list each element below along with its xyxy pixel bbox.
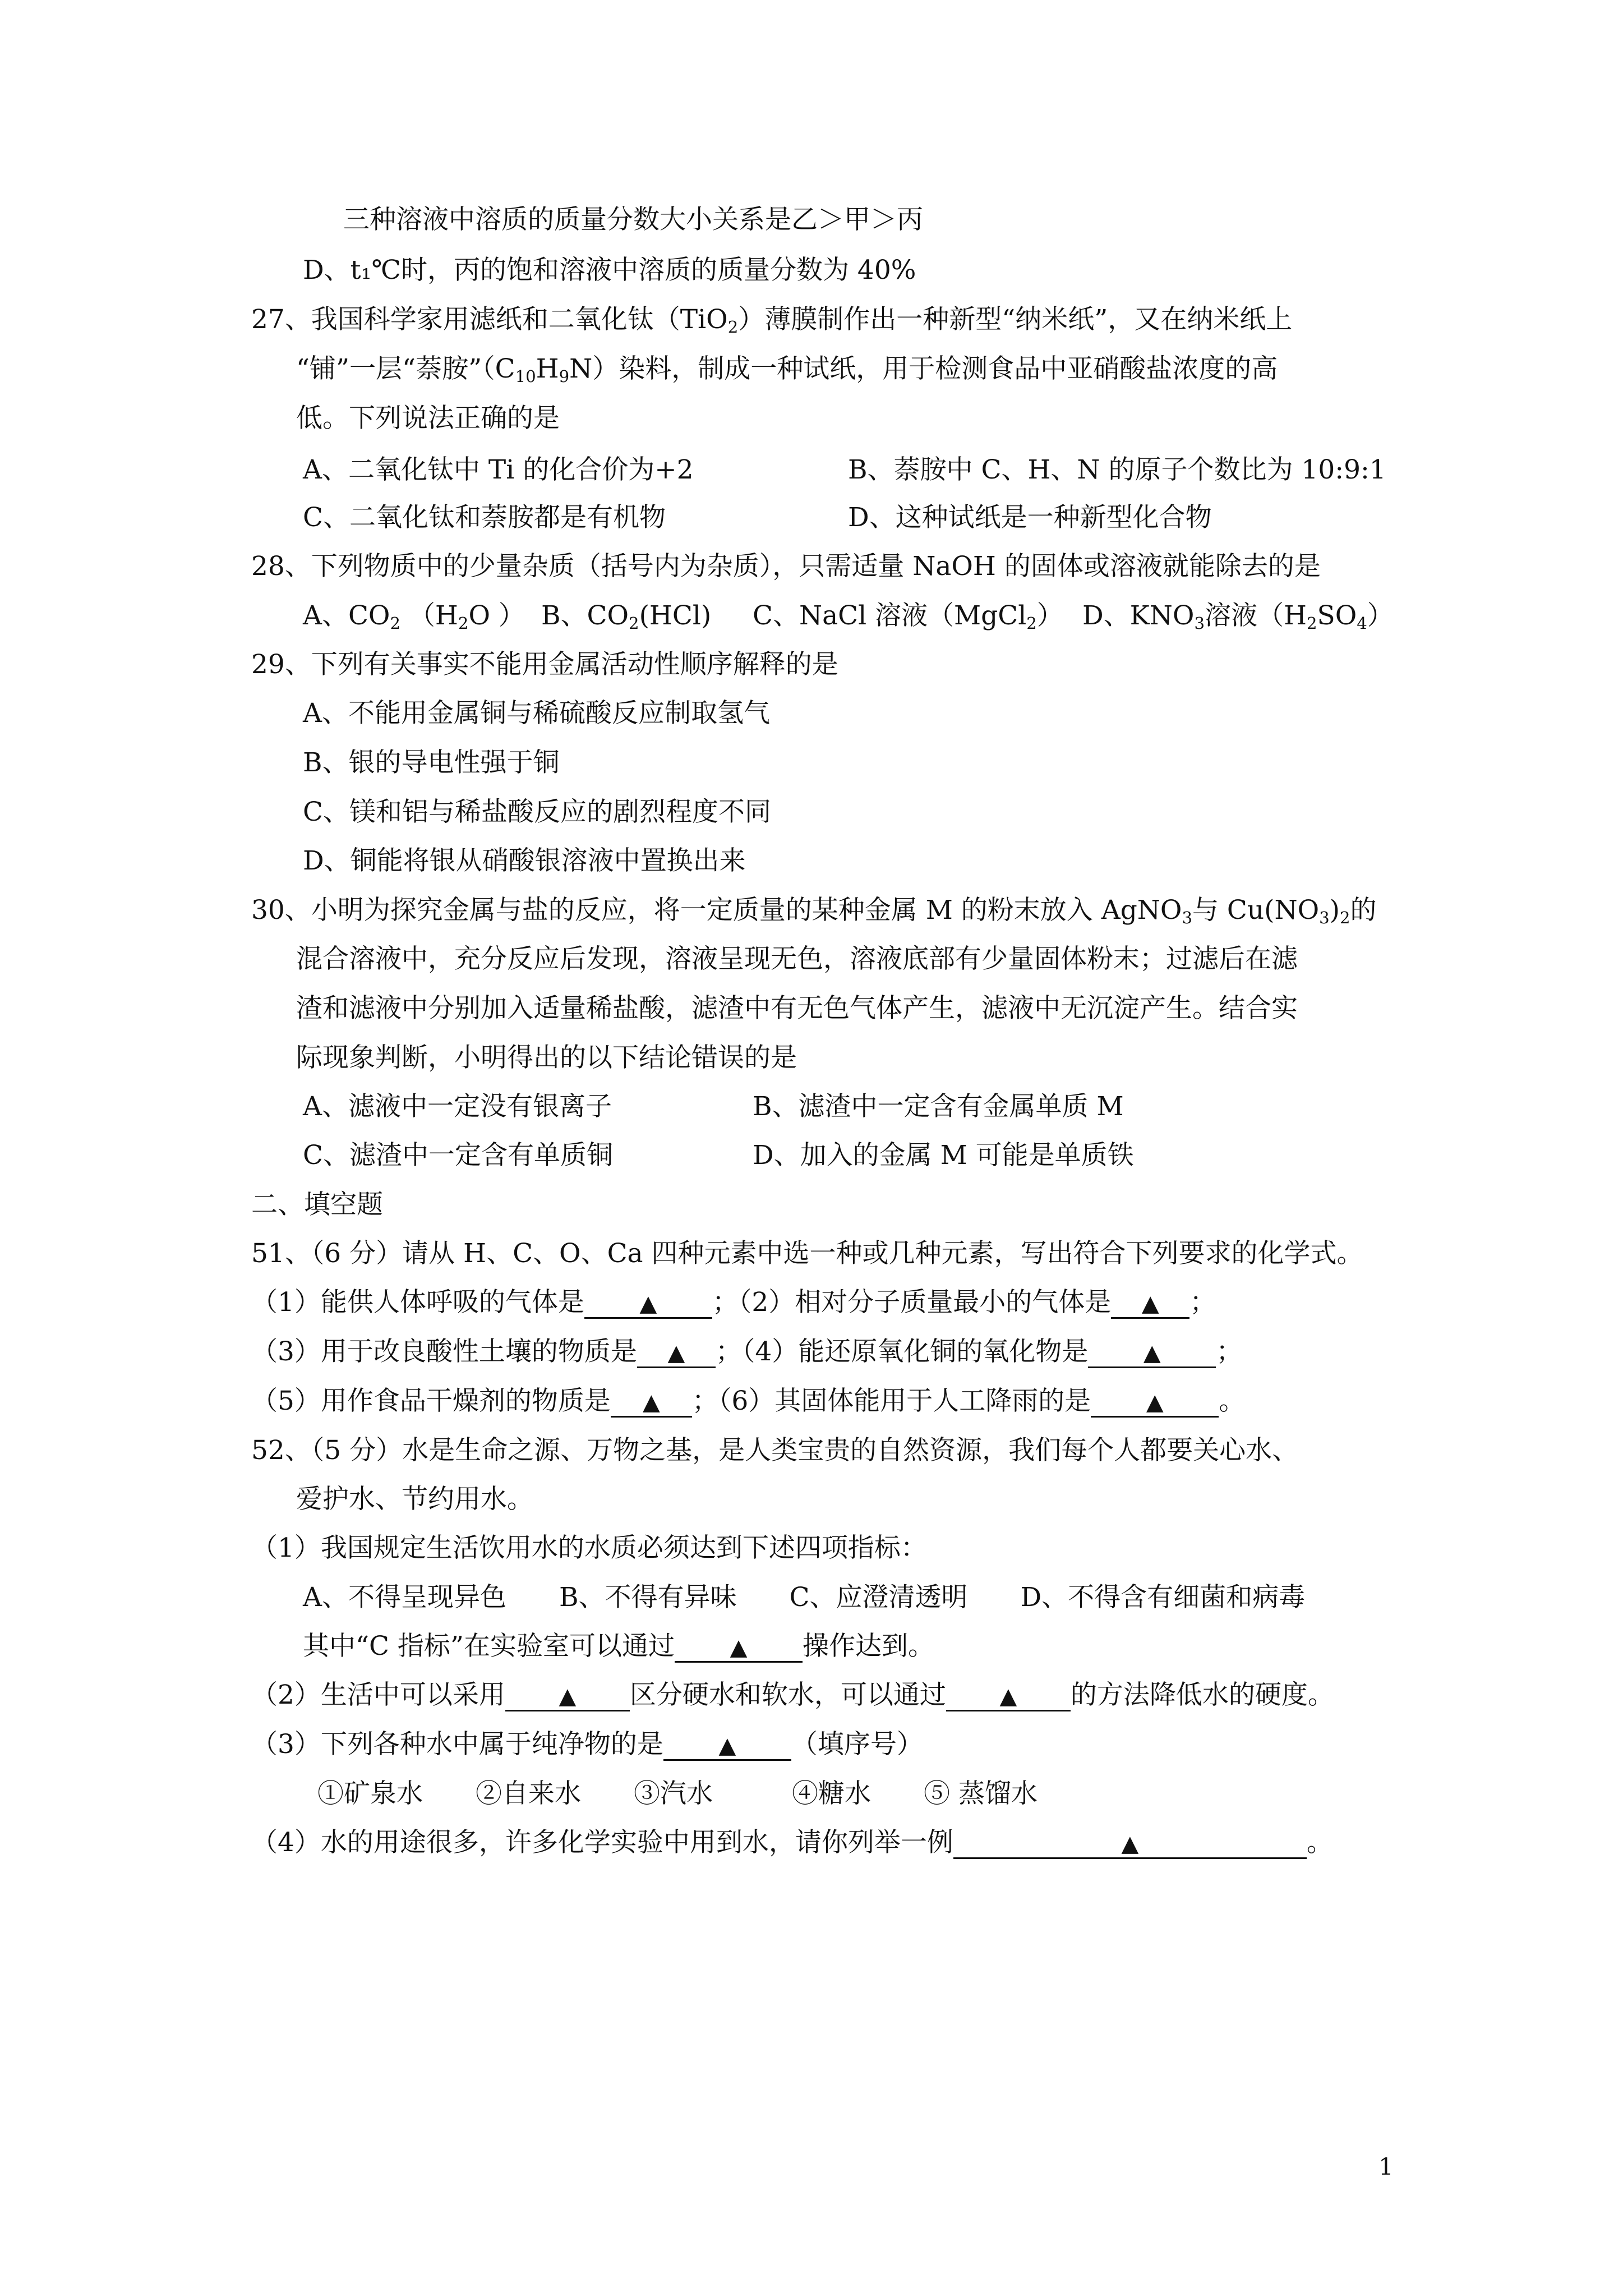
triangle-icon: ▲	[559, 1683, 577, 1709]
option-d: D、$KNO_3$溶液$(H_2SO_4)$	[1082, 600, 1394, 633]
option-c: C、镁和铝与稀盐酸反应的剧烈程度不同	[303, 797, 771, 827]
triangle-icon: ▲	[718, 1733, 736, 1759]
answer-blank[interactable]	[637, 1338, 716, 1368]
text: 27、我国科学家用滤纸和二氧化钛（TiO	[251, 304, 728, 335]
option-a: A、二氧化钛中 Ti 的化合价为+2	[303, 454, 694, 485]
answer-blank[interactable]	[505, 1682, 630, 1711]
question-30: 30、小明为探究金属与盐的反应，将一定质量的某种金属 M 的粉末放入 AgNO$_3$与 $Cu(NO_3)_2$的	[251, 895, 1377, 928]
fill-row: （1）能供人体呼吸的气体是 ▲ ；（2）相对分子质量最小的气体是 ▲ ；	[251, 1287, 1216, 1318]
option-a: A、$CO_2$ （$H_2O$ ）	[303, 600, 525, 633]
triangle-icon: ▲	[730, 1635, 748, 1660]
triangle-icon: ▲	[667, 1340, 685, 1366]
answer-blank[interactable]	[1111, 1289, 1189, 1319]
option-b: B、滤渣中一定含有金属单质 M	[753, 1091, 1124, 1122]
text: ）薄膜制作出一种新型“纳米纸”，又在纳米纸上	[738, 304, 1293, 335]
answer-blank[interactable]	[663, 1731, 791, 1761]
option-c: C、滤渣中一定含有单质铜	[303, 1140, 613, 1171]
fill-row: 其中“C 指标”在实验室可以通过 ▲ 操作达到。	[303, 1631, 934, 1662]
text: “铺”一层“萘胺”（C	[296, 353, 515, 384]
triangle-icon: ▲	[999, 1683, 1017, 1709]
option-c: C、二氧化钛和萘胺都是有机物	[303, 502, 666, 533]
question-28: 28、下列物质中的少量杂质（括号内为杂质），只需适量 NaOH 的固体或溶液就能除去的是	[251, 551, 1321, 582]
fill-row: （3）用于改良酸性土壤的物质是 ▲ ；（4）能还原氧化铜的氧化物是 ▲ ；	[251, 1336, 1243, 1367]
section-heading: 二、填空题	[251, 1189, 383, 1220]
text-line: 低。下列说法正确的是	[296, 403, 560, 434]
question-52: 52、（5 分）水是生命之源、万物之基，是人类宝贵的自然资源，我们每个人都要关心水、	[251, 1435, 1299, 1466]
fill-row: （4）水的用途很多，许多化学实验中用到水，请你列举一例 ▲ 。	[251, 1827, 1333, 1858]
fill-row: （3）下列各种水中属于纯净物的是 ▲ （填序号）	[251, 1729, 923, 1760]
triangle-icon: ▲	[643, 1389, 660, 1415]
answer-blank[interactable]	[611, 1388, 692, 1418]
answer-blank[interactable]	[953, 1829, 1307, 1859]
answer-blank[interactable]	[1088, 1338, 1216, 1368]
option-b: B、$CO_2(HCl)$	[541, 600, 712, 633]
option-b: B、萘胺中 C、H、N 的原子个数比为 10:9:1	[848, 454, 1386, 485]
triangle-icon: ▲	[1146, 1389, 1164, 1415]
subscript: 9	[559, 367, 570, 386]
answer-blank[interactable]	[946, 1682, 1071, 1711]
text-line: 混合溶液中，充分反应后发现，溶液呈现无色，溶液底部有少量固体粉末；过滤后在滤	[296, 944, 1298, 974]
option-d: D、加入的金属 M 可能是单质铁	[753, 1140, 1134, 1171]
text-line	[296, 352, 1278, 386]
answer-blank[interactable]	[584, 1289, 712, 1319]
option-c: C、NaCl 溶液（MgCl$_2$）	[753, 600, 1063, 633]
answer-blank[interactable]	[1091, 1388, 1219, 1418]
question-51: 51、（6 分）请从 H、C、O、Ca 四种元素中选一种或几种元素，写出符合下列要求的化学式。	[251, 1238, 1363, 1269]
text: N）染料，制成一种试纸，用于检测食品中亚硝酸盐浓度的高	[569, 353, 1278, 384]
option-d: D、铜能将银从硝酸银溶液中置换出来	[303, 845, 746, 876]
text-line: D、t₁℃时，丙的饱和溶液中溶质的质量分数为 40%	[303, 255, 916, 286]
text-line: （1）我国规定生活饮用水的水质必须达到下述四项指标：	[251, 1533, 927, 1563]
text: H	[536, 353, 559, 384]
question-27	[251, 303, 1292, 337]
fill-row: （2）生活中可以采用 ▲ 区分硬水和软水，可以通过 ▲ 的方法降低水的硬度。	[251, 1680, 1334, 1710]
subscript: 2	[727, 318, 739, 337]
triangle-icon: ▲	[1143, 1340, 1161, 1366]
triangle-icon: ▲	[639, 1291, 657, 1317]
options-row: A、不得呈现异色 B、不得有异味 C、应澄清透明 D、不得含有细菌和病毒	[303, 1582, 1306, 1613]
triangle-icon: ▲	[1121, 1831, 1139, 1857]
triangle-icon: ▲	[1141, 1291, 1159, 1317]
option-a: A、滤液中一定没有银离子	[303, 1091, 612, 1122]
fill-row: （5）用作食品干燥剂的物质是 ▲ ；（6）其固体能用于人工降雨的是 ▲ 。	[251, 1386, 1246, 1416]
text-line: 渣和滤液中分别加入适量稀盐酸，滤渣中有无色气体产生，滤液中无沉淀产生。结合实	[296, 993, 1298, 1024]
text-line: 际现象判断，小明得出的以下结论错误的是	[296, 1042, 797, 1073]
option-a: A、不能用金属铜与稀硫酸反应制取氢气	[303, 698, 770, 729]
answer-blank[interactable]	[675, 1633, 803, 1663]
option-d: D、这种试纸是一种新型化合物	[848, 502, 1212, 533]
question-29: 29、下列有关事实不能用金属活动性顺序解释的是	[251, 649, 838, 680]
option-b: B、银的导电性强于铜	[303, 747, 560, 778]
options-row	[303, 599, 525, 633]
options-row: ①矿泉水 ②自来水 ③汽水 ④糖水 ⑤ 蒸馏水	[317, 1778, 1038, 1809]
subscript: 10	[515, 367, 536, 386]
text-line: 爱护水、节约用水。	[296, 1484, 533, 1515]
page-number: 1	[1378, 2153, 1394, 2180]
text-line: 三种溶液中溶质的质量分数大小关系是乙＞甲＞丙	[343, 204, 923, 235]
